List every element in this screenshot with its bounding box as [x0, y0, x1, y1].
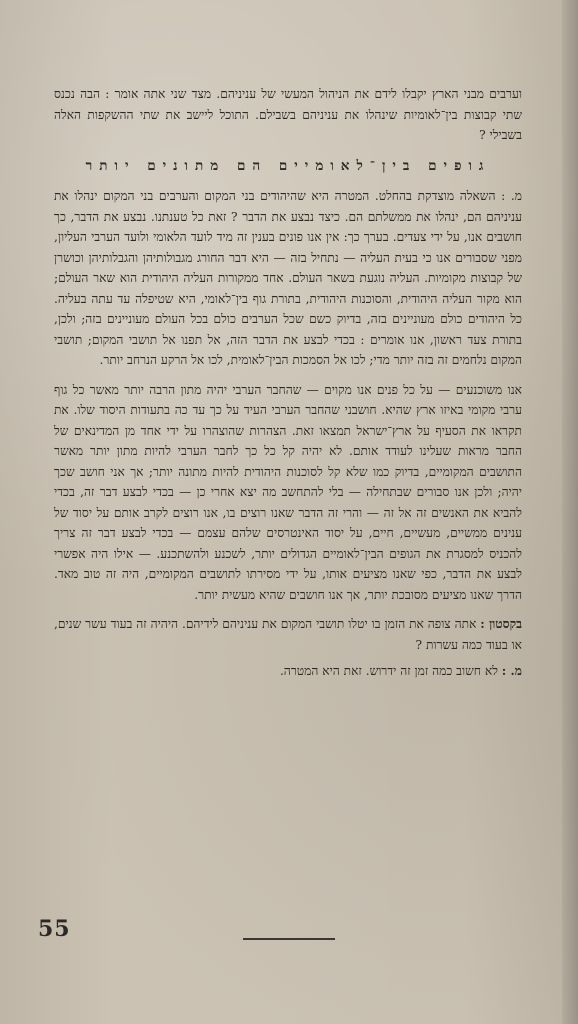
- answer-paragraph-1: מ. : השאלה מוצדקת בהחלט. המטרה היא שהיהודים בני המקום והערבים בני המקום ינהלו את עניניהם הם, ינהלו את ממשלתם הם. כיצד נבצע את הדבר ? זאת כל טענתנו. נבצע את הדבר, כך חושבים אנו, על ידי צעדים. בערך כך: אין אנו פונים בענין זה מיד לועד הלאומי ולועד הערבי העליון, מפני שסבורים אנו כי בעית העליה — נתחיל בזה — היא דבר החורג מגבולותיהן והגבלותיהן וכושרן של קבוצות מקומיות. העליה נוגעת בשאר העולם. אחד ממקורות העליה היהודית הוא שאר העולם; הוא מקור העליה היהודית, והסוכנות היהודית, בתורת גוף בין־לאומי, היא שטיפלה עד עתה בעליה. כל היהודים כולם מעוניינים בזה, בדיוק כשם שכל הערבים כולם בכל העולם מעוניינים בזה; ולכן, בתורת צעד ראשון, אנו אומרים : בכדי לבצע את הדבר הזה, אל תפנו אל תושבי המקום; תושבי המקום נלחמים זה בזה יותר מדי; לכו אל הסמכות הבין־לאומית, לכו אל הרקע הנרחב יותר.: [54, 189, 522, 367]
- buxton-question: [54, 614, 522, 655]
- page-edge-shadow: [562, 0, 578, 1024]
- answer-paragraph-2: אנו משוכנעים — על כל פנים אנו מקוים — שהחבר הערבי יהיה מתון הרבה יותר מאשר כל גוף ערבי מקומי באיזו ארץ שהיא. חושבני שהחבר הערבי העיד על כך עד כה בתעודות היסוד שלו. את תקראו את הסעיף על ארץ־ישראל תמצאו זאת. הצהרות שהוצהרו על ידי אחד מן המדינאים של החבר מראות שעלינו לעודד אותם. לא יהיה קל כל כך לחבר הערבי להיות מתון יותר מאשר התושבים המקומיים, בדיוק כמו שלא קל לסוכנות היהודית להיות מתונה יותר; אך אני חושב שכך יהיה; ולכן אנו סבורים שבתחילה — בלי להתחשב מה יצא אחרי כן — בכדי לבצע דבר זה, בכדי להביא את האנשים זה אל זה — והרי זה הדבר שאנו רוצים בו, אנו רוצים לקרב אותם על יסוד של ענינים ממשיים, מעשיים, חיים, על יסוד האינטרסים שלהם עצמם — בכדי לבצע דבר זה צריך להכניס למסגרת את הגופים הבין־לאומיים הגדולים יותר, לשכנע ולהשתכנע. — אילו היה אפשרי לבצע את הדבר, כפי שאנו מציעים אותו, על ידי מסירתו לתושבים המקומיים, היה זה טוב מאד. הדרך שאנו מציעים מסובכת יותר, אך אנו חושבים שהיא מעשית יותר.: [54, 382, 522, 602]
- buxton-speaker-label: בקסטון :: [480, 617, 522, 631]
- m-answer-text: לא חשוב כמה זמן זה ידרוש. זאת היא המטרה.: [279, 664, 498, 678]
- page-number: 55: [38, 916, 71, 942]
- bottom-rule: [243, 938, 335, 940]
- page-text-block: [54, 84, 522, 688]
- intro-paragraph: וערבים מבני הארץ יקבלו לידם את הניהול המעשי של עניניהם. מצד שני אתה אומר : הבה נכנס שתי קבוצות בין־לאומיות שינהלו את עניניהם בשבילם. התוכל ליישב את שתי ההשקפות האלה בשבילי ?: [54, 87, 522, 142]
- m-answer: [54, 661, 522, 682]
- section-heading: גופים בין־לאומיים הם מתונים יותר: [85, 157, 491, 174]
- m-speaker-label: מ. :: [501, 664, 522, 678]
- buxton-question-text: אתה צופה את הזמן בו יטלו תושבי המקום את עניניהם לידיהם. היהיה זה בעוד עשר שנים, או בעוד כמה עשרות ?: [54, 617, 522, 652]
